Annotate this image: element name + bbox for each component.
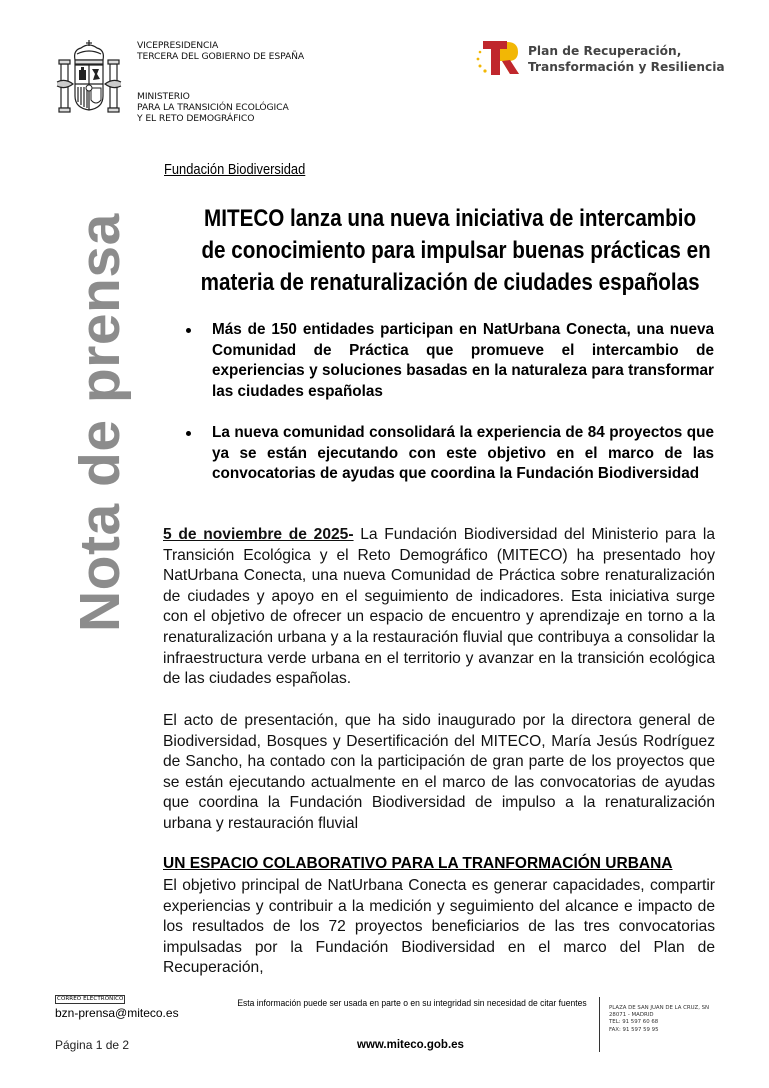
recovery-plan-line-1: Plan de Recuperación, [528,44,682,58]
ministry-line-3: Y EL RETO DEMOGRÁFICO [137,113,255,124]
paragraph-text: El acto de presentación, que ha sido inaugurado por la directora general de Biodiversidad, Bosques y Desertificación del MITECO, María Jesús Rodríguez de Sancho, ha contado con la participación de gran parte de los proyectos que se están ejecutando actualmente en el marco de las convocatorias de ayudas que coordina la Fundación Biodiversidad de impulso a la renaturalización urbana y restauración fluvial [163,712,715,832]
ministry-line-2: PARA LA TRANSICIÓN ECOLÓGICA [137,102,289,113]
body-paragraph-2 [163,711,715,835]
recovery-plan-line-2: Transformación y Resiliencia [528,59,725,74]
fax-line: FAX: 91 597 59 95 [609,1026,659,1033]
summary-bullet [186,423,714,485]
headline-line-1: MITECO lanza una nueva iniciativa de intercambio [203,205,697,232]
address-line: PLAZA DE SAN JUAN DE LA CRUZ, SN [609,1005,710,1011]
dateline: 5 de noviembre de 2025- [163,526,354,543]
bullet-text: La nueva comunidad consolidará la experiencia de 84 proyectos que ya se están ejecutando con este objetivo en el marco de las convocatorias de ayudas que coordina la Fundación Biodiversidad [212,424,714,482]
footer-divider [599,997,600,1052]
paragraph-text: La Fundación Biodiversidad del Ministerio para la Transición Ecológica y el Reto Demográfico (MITECO) ha presentado hoy NatUrbana Conecta, una nueva Comunidad de Práctica sobre renaturalización de ciudades y apoyo en el seguimiento de indicadores. Esta iniciativa surge con el objetivo de ofrecer un espacio de encuentro y aprendizaje en torno a la renaturalización urbana y a la restauración fluvial que contribuya a consolidar la infraestructura verde urbana en el territorio y avanzar en la transición ecológica de las ciudades españolas. [163,526,715,688]
organization-link[interactable]: Fundación Biodiversidad [164,161,306,178]
summary-bullet [186,320,714,402]
bullet-text: Más de 150 entidades participan en NatUrbana Conecta, una nueva Comunidad de Práctica que promueve el intercambio de experiencias y soluciones basadas en la naturaleza para transformar las ciudades españolas [212,321,714,400]
headline-line-2: de conocimiento para impulsar buenas prácticas en [201,237,711,264]
section-heading: UN ESPACIO COLABORATIVO PARA LA TRANFORMACIÓN URBANA [163,855,673,872]
ministry-label [137,91,289,124]
usage-disclaimer: Esta información puede ser usada en parte o en su integridad sin necesidad de citar fuentes [237,998,587,1008]
address-line: 28071 - MADRID [609,1012,654,1019]
headline-line-3: materia de renaturalización de ciudades españolas [200,269,700,296]
email-label: CORREO ELECTRÓNICO [57,996,124,1002]
bullet-icon [186,431,191,436]
body-paragraph-3 [163,876,715,979]
page-number: Página 1 de 2 [55,1038,130,1052]
body-paragraph-1 [163,525,715,690]
phone-line: TEL: 91 597 60 68 [609,1019,659,1026]
coat-of-arms-logo [55,38,123,116]
summary-bullets [186,320,714,506]
website-link[interactable]: www.miteco.gob.es [357,1039,464,1051]
ministry-address [609,1005,709,1034]
press-release-side-label: Nota de prensa [68,213,132,632]
press-email-link[interactable]: bzn-prensa@miteco.es [55,1006,179,1020]
recovery-plan-logo-text [528,44,725,75]
vicepresidency-line-2: TERCERA DEL GOBIERNO DE ESPAÑA [137,51,305,62]
headline [160,203,740,299]
ministry-line-1: MINISTERIO [137,91,190,102]
recovery-plan-logo-icon [474,38,520,76]
vicepresidency-label [137,40,304,62]
bullet-icon [186,328,191,333]
paragraph-text: El objetivo principal de NatUrbana Conecta es generar capacidades, compartir experiencias y contribuir a la medición y seguimiento del alcance e impacto de los resultados de los 72 proyectos beneficiarios de las tres convocatorias impulsadas por la Fundación Biodiversidad en el marco del Plan de Recuperación, [163,877,715,977]
vicepresidency-line-1: VICEPRESIDENCIA [137,40,219,51]
